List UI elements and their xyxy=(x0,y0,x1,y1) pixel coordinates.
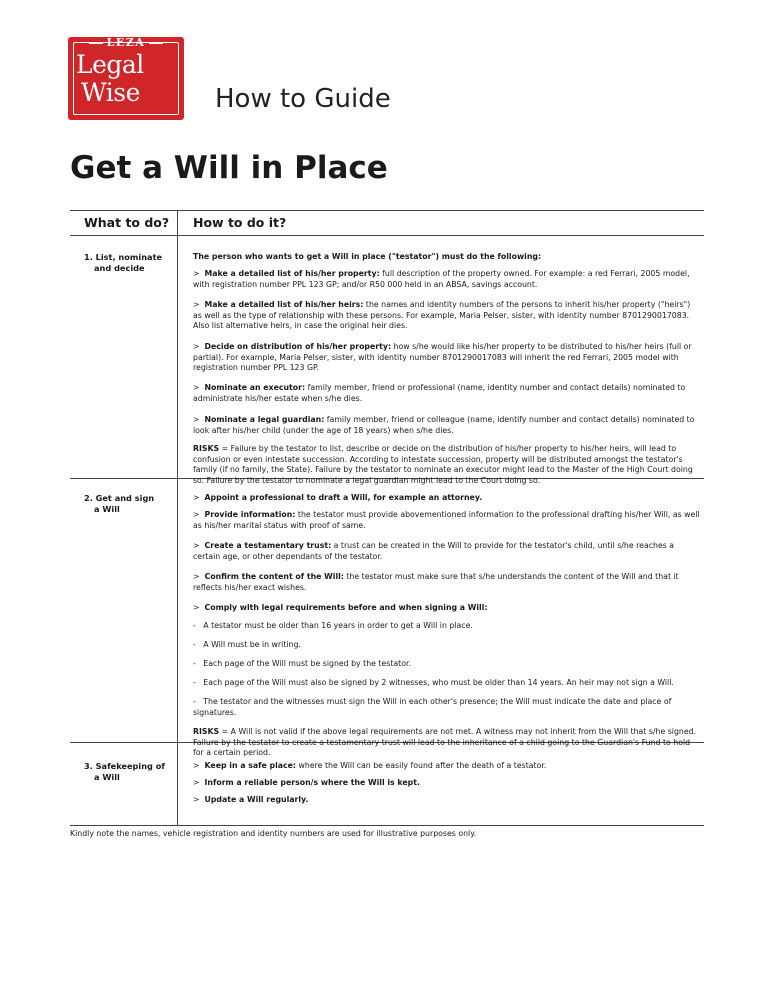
list-item: > Inform a reliable person/s where the Will is kept. xyxy=(193,778,420,787)
list-item: - A testator must be older than 16 years in order to get a Will in place. xyxy=(193,621,473,630)
row-divider xyxy=(177,479,178,742)
guide-label: How to Guide xyxy=(215,84,391,114)
list-item: > Update a Will regularly. xyxy=(193,795,309,804)
list-item: - Each page of the Will must be signed by the testator. xyxy=(193,659,411,668)
list-item: > Make a detailed list of his/her heirs: the names and identity numbers of the persons to inherit his/her property ("heirs") as well as the type of relationship with these persons. For example, Maria Pelser, sister, with identity number 8701290017083. Also list alternative heirs, in case the original heir dies. xyxy=(193,300,691,330)
step-label xyxy=(84,252,174,274)
step-label-line2: a Will xyxy=(94,504,120,514)
step-label xyxy=(84,493,174,515)
table-row-safekeeping xyxy=(70,743,704,826)
list-item: > Make a detailed list of his/her property: full description of the property owned. For example: a red Ferrari, 2005 model, with registration number PPL 123 GP; and/or R50 000 held in an ABSA, savings account. xyxy=(193,269,690,289)
row-divider xyxy=(177,743,178,825)
step-label xyxy=(84,761,174,783)
step-label-line1: 3. Safekeeping of xyxy=(84,761,165,771)
header-what-to-do: What to do? xyxy=(84,215,170,230)
risks-text: RISKS = A Will is not valid if the above legal requirements are not met. A witness may not inherit from the Will that s/he signed. Failure by the testator to create a testamentary trust will lead to the inheritance of a child going to the Guardian's Fund to hold for a certain period. xyxy=(193,727,697,757)
list-item: > Confirm the content of the Will: the testator must make sure that s/he understands the content of the Will and that it reflects his/her exact wishes. xyxy=(193,572,679,592)
step-intro: The person who wants to get a Will in place ("testator") must do the following: xyxy=(193,252,542,261)
step-label-line2: a Will xyxy=(94,772,120,782)
list-item: > Nominate a legal guardian: family member, friend or colleague (name, identify number and contact details) nominated to look after his/her child (under the age of 18 years) when s/he dies. xyxy=(193,415,695,435)
list-item: > Keep in a safe place: where the Will can be easily found after the death of a testator. xyxy=(193,761,547,770)
table-header xyxy=(70,210,704,236)
step-label-line1: 1. List, nominate xyxy=(84,252,163,262)
risks-text: RISKS = Failure by the testator to list, describe or decide on the distribution of his/her property to his/her heirs, will lead to confusion or even intestate succession. According to intestate succession, property will be distributed amongst the testator's family (if no family, the State). Failure by the testator to nominate an executor might lead to the Master of the High Court doing so. Failure by the testator to nominate a legal guardian might lead to the Court doing so. xyxy=(193,444,693,485)
logo-line2: Wise xyxy=(81,78,140,107)
step-label-line1: 2. Get and sign xyxy=(84,493,155,503)
list-item: - A Will must be in writing. xyxy=(193,640,301,649)
list-item: > Create a testamentary trust: a trust can be created in the Will to provide for the testator's child, until s/he reaches a certain age, or other dependants of the testator. xyxy=(193,541,675,561)
guide-table xyxy=(70,210,704,826)
header-divider xyxy=(177,211,178,235)
list-item: > Appoint a professional to draft a Will, for example an attorney. xyxy=(193,493,483,502)
list-item: > Nominate an executor: family member, friend or professional (name, identity number and contact details) nominated to administrate his/her estate when s/he dies. xyxy=(193,383,686,403)
row-divider xyxy=(177,236,178,478)
page-title: Get a Will in Place xyxy=(70,150,388,186)
list-item: > Decide on distribution of his/her property: how s/he would like his/her property to be distributed to his/her heirs (full or partial). For example, Maria Pelser, sister, with identity number 8701290017083 will inherit the red Ferrari, 2005 model with registration number PPL 123 GP. xyxy=(193,342,692,372)
step-label-line2: and decide xyxy=(94,263,145,273)
logo-top-text: LEZA xyxy=(68,36,184,49)
footnote: Kindly note the names, vehicle registration and identity numbers are used for illustrative purposes only. xyxy=(70,829,477,838)
list-item: > Comply with legal requirements before and when signing a Will: xyxy=(193,603,488,612)
table-row-get-and-sign xyxy=(70,479,704,757)
list-item: - Each page of the Will must also be signed by 2 witnesses, who must be older than 14 years. An heir may not sign a Will. xyxy=(193,678,674,687)
header-how-to-do-it: How to do it? xyxy=(193,215,287,230)
table-row-list-nominate-decide xyxy=(70,236,704,485)
list-item: > Provide information: the testator must provide abovementioned information to the professional drafting his/her Will, as well as his/her marital status with proof of same. xyxy=(193,510,700,530)
list-item: - The testator and the witnesses must sign the Will in each other's presence; the Will must indicate the date and place of signatures. xyxy=(193,697,672,717)
logo-line1: Legal xyxy=(76,50,144,79)
leza-legal-wise-logo xyxy=(68,37,184,120)
